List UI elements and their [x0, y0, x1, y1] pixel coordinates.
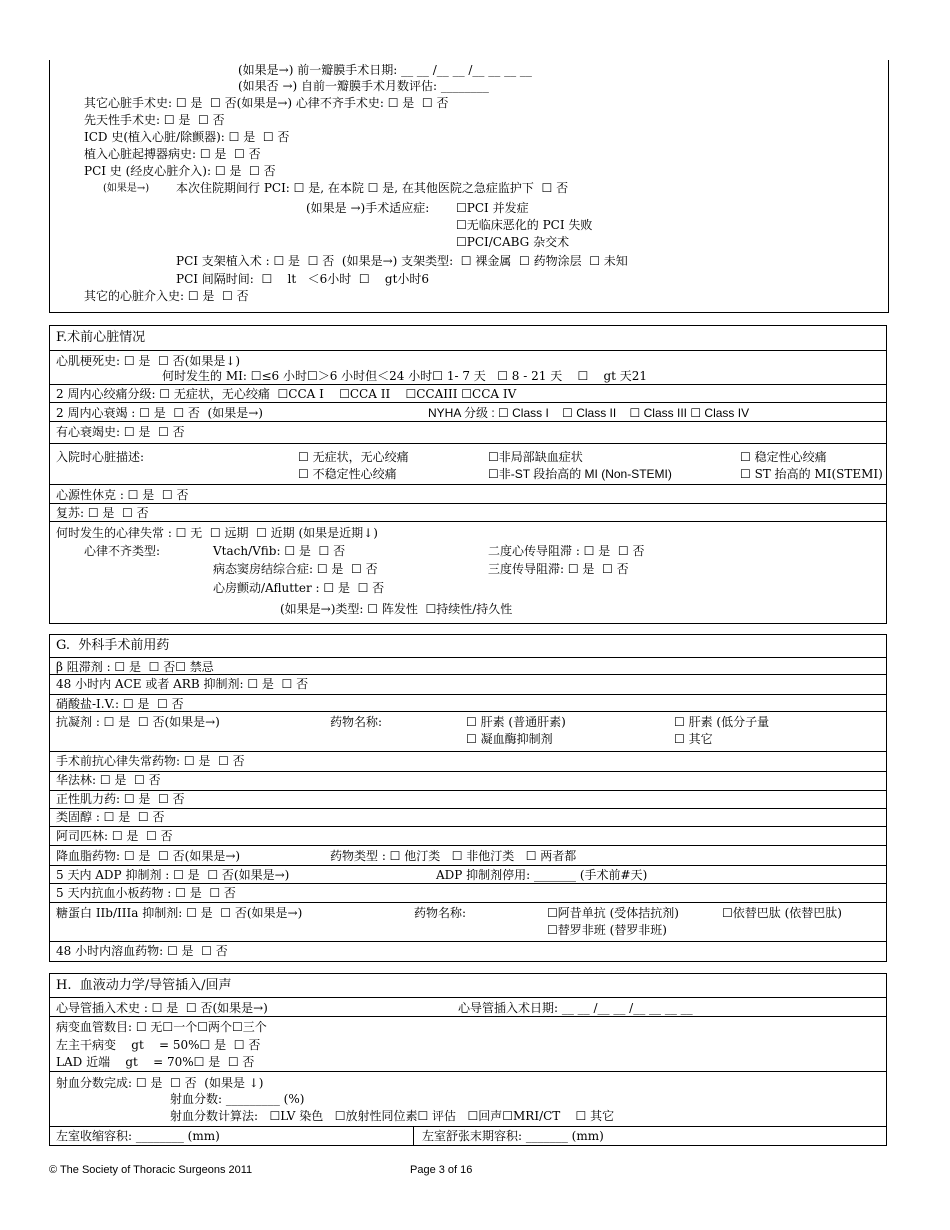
mi-history-row[interactable]: 心肌梗死史: ☐ 是 ☐ 否(如果是↓) — [56, 354, 241, 368]
anticoagulant-drug-label: 药物名称: — [330, 715, 383, 729]
steroids-row[interactable]: 类固醇 : ☐ 是 ☐ 否 — [56, 810, 165, 824]
afib-aflutter-row[interactable]: 心房颤动/Aflutter : ☐ 是 ☐ 否 — [213, 581, 385, 595]
footer-copyright: © The Society of Thoracic Surgeons 2011 — [49, 1164, 253, 1176]
ef-value-field[interactable]: 射血分数: _________ (%) — [170, 1092, 305, 1106]
gp-drug-label: 药物名称: — [414, 906, 467, 920]
thrombin-inhibitor-checkbox[interactable]: ☐ 凝血酶抑制剂 — [466, 732, 553, 746]
prior-valve-months-field[interactable]: (如果否 →) 自前一瓣膜手术月数评估: ________ — [238, 79, 489, 93]
vtach-vfib-row[interactable]: Vtach/Vfib: ☐ 是 ☐ 否 — [213, 544, 346, 558]
gp-iib-iiia-row[interactable]: 糖蛋白 IIb/IIIa 抑制剂: ☐ 是 ☐ 否(如果是→) — [56, 906, 303, 920]
diseased-vessels-row[interactable]: 病变血管数目: ☐ 无☐一个☐两个☐三个 — [56, 1020, 267, 1034]
admission-status-label: 入院时心脏描述: — [56, 450, 145, 464]
eptifibatide-checkbox[interactable]: ☐依替巴肽 (依替巴肽) — [722, 906, 842, 920]
tirofiban-checkbox[interactable]: ☐替罗非班 (替罗非班) — [547, 923, 667, 937]
inotropes-row[interactable]: 正性肌力药: ☐ 是 ☐ 否 — [56, 792, 185, 806]
adm-unstable-angina-checkbox[interactable]: ☐ 不稳定性心绞痛 — [298, 467, 397, 481]
section-f-title: F.术前心脏情况 — [56, 330, 146, 345]
pci-this-admission-row[interactable]: 本次住院期间行 PCI: ☐ 是, 在本院 ☐ 是, 在其他医院之急症监护下 ☐ 否 — [176, 181, 569, 195]
other-cardiac-intervention-row[interactable]: 其它的心脏介入史: ☐ 是 ☐ 否 — [84, 289, 249, 303]
anticoagulant-row[interactable]: 抗凝剂 : ☐ 是 ☐ 否(如果是→) — [56, 715, 220, 729]
afib-type-row[interactable]: (如果是→)类型: ☐ 阵发性 ☐持续性/持久性 — [280, 602, 513, 616]
ef-done-row[interactable]: 射血分数完成: ☐ 是 ☐ 否 (如果是 ↓) — [56, 1076, 264, 1090]
cardiogenic-shock-row[interactable]: 心源性休克 : ☐ 是 ☐ 否 — [56, 488, 189, 502]
second-degree-block-row[interactable]: 二度心传导阻滞 : ☐ 是 ☐ 否 — [488, 544, 645, 558]
arrhythmia-timing-row[interactable]: 何时发生的心律失常 : ☐ 无 ☐ 远期 ☐ 近期 (如果是近期↓) — [56, 526, 378, 540]
adm-stable-angina-checkbox[interactable]: ☐ 稳定性心绞痛 — [740, 450, 827, 464]
footer-page-number: Page 3 of 16 — [410, 1164, 473, 1176]
other-anticoagulant-checkbox[interactable]: ☐ 其它 — [674, 732, 713, 746]
nitrates-row[interactable]: 硝酸盐-I.V.: ☐ 是 ☐ 否 — [56, 697, 184, 711]
heart-failure-history-row[interactable]: 有心衰竭史: ☐ 是 ☐ 否 — [56, 425, 185, 439]
adp-discontinued-field[interactable]: ADP 抑制剂停用: _______ (手术前#天) — [436, 868, 648, 882]
pci-indication-label: (如果是 →)手术适应症: — [306, 201, 430, 215]
resuscitation-row[interactable]: 复苏: ☐ 是 ☐ 否 — [56, 506, 149, 520]
left-main-row[interactable]: 左主干病变 gt = 50%☐ 是 ☐ 否 — [56, 1038, 261, 1052]
section-g-title: G. 外科手术前用药 — [56, 638, 170, 653]
pci-failure-checkbox[interactable]: ☐无临床恶化的 PCI 失败 — [456, 218, 593, 232]
pci-cabg-hybrid-checkbox[interactable]: ☐PCI/CABG 杂交术 — [456, 235, 570, 249]
prior-valve-date-field[interactable]: (如果是→) 前一瓣膜手术日期: __ __ /__ __ /__ __ __ __ — [238, 63, 532, 77]
sick-sinus-row[interactable]: 病态窦房结综合症: ☐ 是 ☐ 否 — [213, 562, 378, 576]
pci-complication-checkbox[interactable]: ☐PCI 并发症 — [456, 201, 529, 215]
lv-systolic-field[interactable]: 左室收缩容积: ________ (mm) — [56, 1129, 220, 1143]
heparin-checkbox[interactable]: ☐ 肝素 (普通肝素) — [466, 715, 566, 729]
pci-stent-row[interactable]: PCI 支架植入术 : ☐ 是 ☐ 否 (如果是→) 支架类型: ☐ 裸金属 ☐ 药物涂层 ☐ 未知 — [176, 254, 628, 268]
arrhythmia-type-label: 心律不齐类型: — [84, 544, 161, 558]
pci-history-row[interactable]: PCI 史 (经皮心脏介入): ☐ 是 ☐ 否 — [84, 164, 276, 178]
ace-arb-row[interactable]: 48 小时内 ACE 或者 ARB 抑制剂: ☐ 是 ☐ 否 — [56, 677, 309, 691]
adm-nstemi-checkbox[interactable]: ☐非-ST 段抬高的 MI (Non-STEMI) — [488, 467, 672, 481]
angina-class-row[interactable]: 2 周内心绞痛分级: ☐ 无症状，无心绞痛 ☐CCA I ☐CCA II ☐CCAIII ☐CCA IV — [56, 387, 517, 401]
antiplatelet-row[interactable]: 5 天内抗血小板药物 : ☐ 是 ☐ 否 — [56, 886, 236, 900]
adm-no-symptom-checkbox[interactable]: ☐ 无症状，无心绞痛 — [298, 450, 409, 464]
pci-interval-row[interactable]: PCI 间隔时间: ☐ lt ＜6小时 ☐ gt小时6 — [176, 272, 430, 286]
icd-history-row[interactable]: ICD 史(植入心脏/除颤器): ☐ 是 ☐ 否 — [84, 130, 290, 144]
other-cardiac-surgery-row[interactable]: 其它心脏手术史: ☐ 是 ☐ 否(如果是→) 心律不齐手术史: ☐ 是 ☐ 否 — [84, 96, 449, 110]
aspirin-row[interactable]: 阿司匹林: ☐ 是 ☐ 否 — [56, 829, 173, 843]
lipid-lowering-row[interactable]: 降血脂药物: ☐ 是 ☐ 否(如果是→) — [56, 849, 241, 863]
section-g-box — [49, 634, 887, 962]
adm-stemi-checkbox[interactable]: ☐ ST 抬高的 MI(STEMI) — [740, 467, 883, 481]
beta-blocker-row[interactable]: β 阻滞剂 : ☐ 是 ☐ 否☐ 禁忌 — [56, 660, 214, 674]
heart-failure-row[interactable]: 2 周内心衰竭 : ☐ 是 ☐ 否 (如果是→) — [56, 406, 263, 420]
antiarrhythmic-row[interactable]: 手术前抗心律失常药物: ☐ 是 ☐ 否 — [56, 754, 245, 768]
nyha-class-row[interactable]: NYHA 分级 : ☐ Class I ☐ Class II ☐ Class III ☐ Class IV — [428, 406, 750, 420]
ef-method-row[interactable]: 射血分数计算法: ☐LV 染色 ☐放射性同位素☐ 评估 ☐回声☐MRI/CT ☐ 其它 — [170, 1109, 615, 1123]
cath-date-field[interactable]: 心导管插入术日期: __ __ /__ __ /__ __ __ __ — [458, 1001, 693, 1015]
adm-non-ischemic-checkbox[interactable]: ☐非局部缺血症状 — [488, 450, 583, 464]
cath-history-row[interactable]: 心导管插入术史 : ☐ 是 ☐ 否(如果是→) — [56, 1001, 268, 1015]
third-degree-block-row[interactable]: 三度传导阻滞: ☐ 是 ☐ 否 — [488, 562, 629, 576]
pacemaker-history-row[interactable]: 植入心脏起搏器病史: ☐ 是 ☐ 否 — [84, 147, 261, 161]
lipid-drug-type-row[interactable]: 药物类型 : ☐ 他汀类 ☐ 非他汀类 ☐ 两者都 — [330, 849, 577, 863]
section-h-box — [49, 973, 887, 1146]
warfarin-row[interactable]: 华法林: ☐ 是 ☐ 否 — [56, 773, 161, 787]
lv-diastolic-field[interactable]: 左室舒张末期容积: _______ (mm) — [422, 1129, 604, 1143]
thrombolytics-row[interactable]: 48 小时内溶血药物: ☐ 是 ☐ 否 — [56, 944, 228, 958]
congenital-surgery-row[interactable]: 先天性手术史: ☐ 是 ☐ 否 — [84, 113, 225, 127]
section-f-box — [49, 325, 887, 624]
lmw-heparin-checkbox[interactable]: ☐ 肝素 (低分子量 — [674, 715, 770, 729]
mi-timing-row[interactable]: 何时发生的 MI: ☐≤6 小时☐＞6 小时但＜24 小时☐ 1- 7 天 ☐ 8 - 21 天 ☐ gt 天21 — [162, 369, 648, 383]
lad-proximal-row[interactable]: LAD 近端 gt = 70%☐ 是 ☐ 否 — [56, 1055, 255, 1069]
abciximab-checkbox[interactable]: ☐阿昔单抗 (受体拮抗剂) — [547, 906, 679, 920]
pci-if-yes-label: (如果是→) — [103, 183, 150, 194]
adp-inhibitor-row[interactable]: 5 天内 ADP 抑制剂 : ☐ 是 ☐ 否(如果是→) — [56, 868, 290, 882]
section-h-title: H. 血液动力学/导管插入/回声 — [56, 978, 232, 993]
